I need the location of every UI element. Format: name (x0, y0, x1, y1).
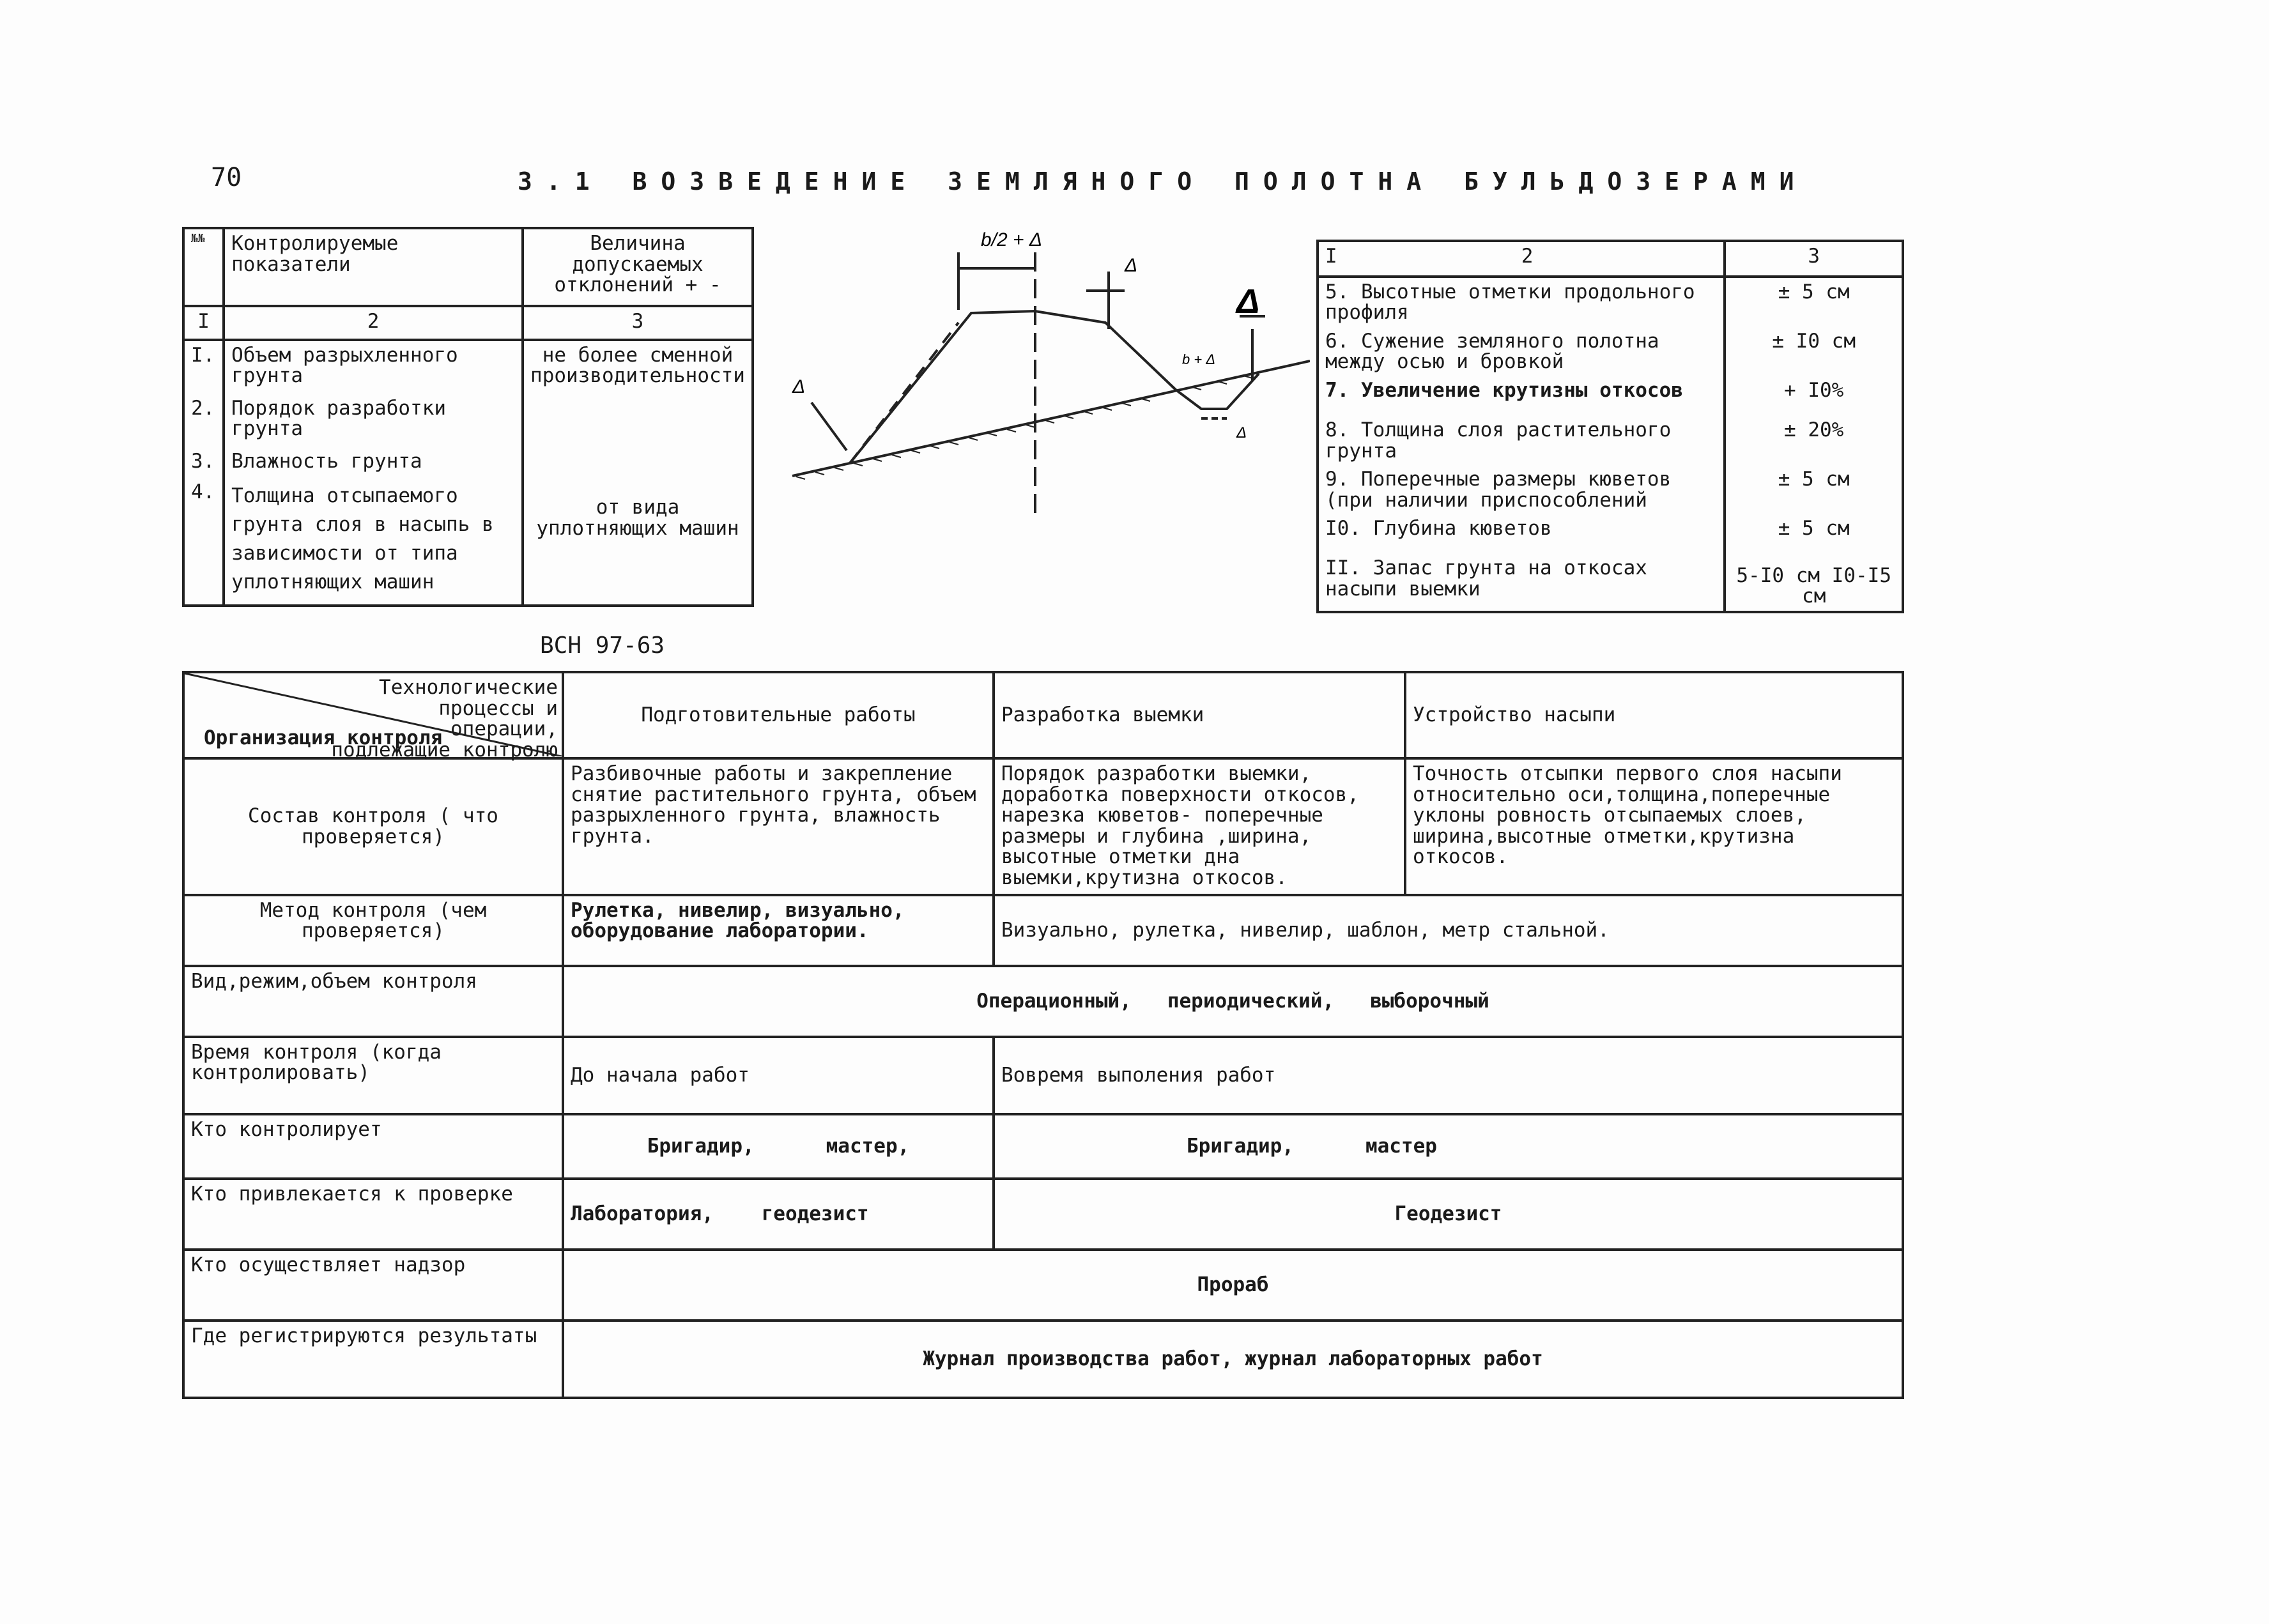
col-head-preparatory: Подготовительные работы (563, 672, 994, 758)
row-label-kto: Кто контролирует (183, 1114, 563, 1179)
reference-code: ВСН 97-63 (540, 632, 665, 659)
col-head-deviation: Величина допускаемых отклонений + - (523, 228, 753, 306)
col-num-2: 2 (224, 306, 523, 339)
page-title: 3.1 ВОЗВЕДЕНИЕ ЗЕМЛЯНОГО ПОЛОТНА БУЛЬДОЗЕРАМИ (518, 167, 1808, 195)
embankment-cross-section-diagram (767, 227, 1310, 546)
kto-rest: Бригадир, мастер (994, 1114, 1903, 1179)
row-text: 9. Поперечные размеры кюветов (при наличии приспособлений (1318, 465, 1725, 514)
right-indicators-table (1316, 240, 1904, 613)
row-text: I0. Глубина кюветов (1318, 514, 1725, 554)
row-num: 3. (183, 447, 224, 478)
row-label-reg: Где регистрируются результаты (183, 1321, 563, 1398)
row-text: Объем разрыхленного грунта (224, 340, 523, 394)
label-delta-ditch: Δ (1236, 424, 1247, 441)
page-number: 70 (211, 163, 242, 192)
row-label-vid: Вид,режим,объем контроля (183, 966, 563, 1037)
row-value: ± 5 см (1725, 514, 1903, 554)
row-num: 4. (183, 478, 224, 606)
reg-value: Журнал производства работ, журнал лабораторных работ (563, 1321, 1903, 1398)
label-big-delta: Δ (1236, 282, 1260, 321)
row-text: 5. Высотные отметки продольного профиля (1318, 277, 1725, 327)
col-nums-left (1318, 241, 1725, 277)
row-text: 8. Толщина слоя растительного грунта (1318, 416, 1725, 465)
nadzor-value: Прораб (563, 1250, 1903, 1321)
label-delta-top: Δ (1125, 255, 1138, 276)
row-label-nadzor: Кто осуществляет надзор (183, 1250, 563, 1321)
privl-preparatory: Лаборатория, геодезист (563, 1179, 994, 1250)
row-text: Порядок разработки грунта (224, 394, 523, 447)
metod-preparatory: Рулетка, нивелир, визуально, оборудование лаборатории. (563, 895, 994, 966)
label-half-width: b/2 + Δ (981, 229, 1043, 250)
row-value: ± I0 см (1725, 327, 1903, 376)
row-text: Толщина отсыпаемого грунта слоя в насыпь в зависимости от типа уплотняющих машин (224, 478, 523, 606)
row-value: ± 5 см (1725, 277, 1903, 327)
vid-value: Операционный, периодический, выборочный (563, 966, 1903, 1037)
row-label-vremya: Время контроля (когда контролировать) (183, 1037, 563, 1114)
left-indicators-table (182, 227, 754, 607)
row-num: 2. (183, 394, 224, 447)
sostav-excavation: Порядок разработки выемки, доработка поверхности откосов, нарезка кюветов- поперечные размеры и глубина ,ширина, высотные отметки дна выемки,крутизна откосов. (994, 758, 1405, 894)
metod-excavation-embankment: Визуально, рулетка, нивелир, шаблон, метр стальной. (994, 895, 1903, 966)
row-label-privl: Кто привлекается к проверке (183, 1179, 563, 1250)
row-text: 7. Увеличение крутизны откосов (1318, 376, 1725, 416)
row-value: ± 20% (1725, 416, 1903, 465)
col-num-1: I (1325, 245, 1337, 268)
ground-hatch (796, 376, 1252, 479)
row-text: II. Запас грунта на откосах насыпи выемки (1318, 554, 1725, 612)
row-label-sostav: Состав контроля ( что проверяется) (183, 758, 563, 894)
corner-header-bottom: Организация контроля (204, 726, 443, 749)
col-head-num: №№ (183, 228, 224, 306)
vremya-preparatory: До начала работ (563, 1037, 994, 1114)
ditch-outline (1176, 374, 1259, 409)
ground-line (792, 361, 1310, 476)
sostav-preparatory: Разбивочные работы и закрепление снятие растительного грунта, объем разрыхленного грунта, влажность грунта. (563, 758, 994, 894)
row-value: 5-I0 см I0-I5 см (1725, 554, 1903, 612)
col-num-2: 2 (1521, 245, 1534, 268)
col-head-indicators: Контролируемые показатели (224, 228, 523, 306)
row-value: ± 5 см (1725, 465, 1903, 514)
corner-header-top: Технологические процессы и операции, подлежащие контролю (331, 676, 558, 762)
vremya-rest: Вовремя выполения работ (994, 1037, 1903, 1114)
col-num-1: I (183, 306, 224, 339)
row-text: 6. Сужение земляного полотна между осью и бровкой (1318, 327, 1725, 376)
label-delta-left: Δ (792, 376, 806, 397)
kto-preparatory: Бригадир, мастер, (563, 1114, 994, 1179)
corner-header-cell (183, 672, 563, 762)
row-value: не более сменной производительности (523, 340, 753, 478)
sostav-embankment: Точность отсыпки первого слоя насыпи относительно оси,толщина,поперечные уклоны ровность отсыпаемых слоев, ширина,высотные отметки,крутизна откосов. (1405, 758, 1903, 894)
col-head-embankment: Устройство насыпи (1405, 672, 1903, 758)
row-label-metod: Метод контроля (чем проверяется) (183, 895, 563, 966)
privl-rest: Геодезист (994, 1179, 1903, 1250)
row-text: Влажность грунта (224, 447, 523, 478)
row-num: I. (183, 340, 224, 394)
label-ditch-width: b + Δ (1182, 351, 1216, 367)
col-num-3: 3 (523, 306, 753, 339)
embankment-outline (850, 311, 1176, 463)
col-head-excavation: Разработка выемки (994, 672, 1405, 758)
row-value: + I0% (1725, 376, 1903, 416)
control-organization-table (182, 671, 1904, 1399)
row-value: от вида уплотняющих машин (523, 478, 753, 606)
col-num-3: 3 (1725, 241, 1903, 277)
